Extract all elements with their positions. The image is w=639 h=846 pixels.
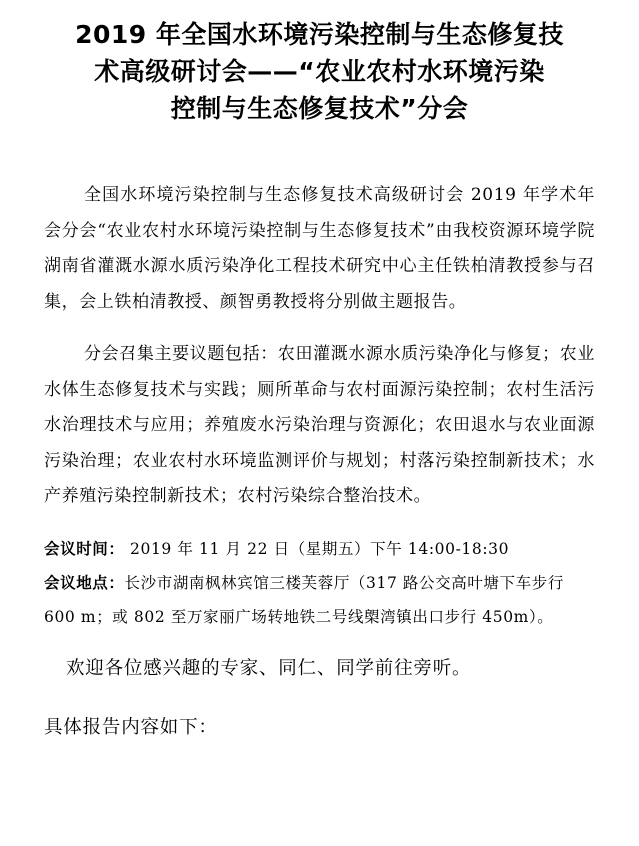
welcome-text: 欢迎各位感兴趣的专家、同仁、同学前往旁听。 (66, 658, 472, 679)
intro-paragraph: 全国水环境污染控制与生态修复技术高级研讨会 2019 年学术年会分会“农业农村水环境污染控制与生态修复技术”由我校资源环境学院湖南省灌溉水源水质污染净化工程技术研究中心主任铁柏清教授参与召集，会上铁柏清教授、颜智勇教授将分别做主题报告。 (44, 185, 595, 312)
title-line-3: 控制与生态修复技术”分会 (170, 94, 469, 123)
meeting-time-value: 2019 年 11 月 22 日（星期五）下午 14:00-18:30 (124, 539, 510, 558)
title-line-1: 2019 年全国水环境污染控制与生态修复技 (75, 20, 564, 49)
document-title (44, 16, 595, 127)
meeting-time (44, 532, 595, 567)
meeting-place-value: 长沙市湖南枫林宾馆三楼芙蓉厅（317 路公交高叶塘下车步行 600 m；或 802 至万家丽广场转地铁二号线㮾湾镇出口步行 450m）。 (44, 574, 564, 626)
meeting-place-label: 会议地点： (44, 573, 125, 592)
title-line-2: 术高级研讨会——“农业农村水环境污染 (94, 57, 545, 86)
meeting-place (44, 566, 595, 634)
meeting-time-label: 会议时间： (44, 538, 125, 558)
detail-heading: 具体报告内容如下： (44, 717, 218, 738)
topics-paragraph: 分会召集主要议题包括：农田灌溉水源水质污染净化与修复；农业水体生态修复技术与实践；厕所革命与农村面源污染控制；农村生活污水治理技术与应用；养殖废水污染治理与资源化；农田退水与农业面源污染治理；农业农村水环境监测评价与规划；村落污染控制新技术；水产养殖污染控制新技术；农村污染综合整治技术。 (44, 344, 595, 506)
